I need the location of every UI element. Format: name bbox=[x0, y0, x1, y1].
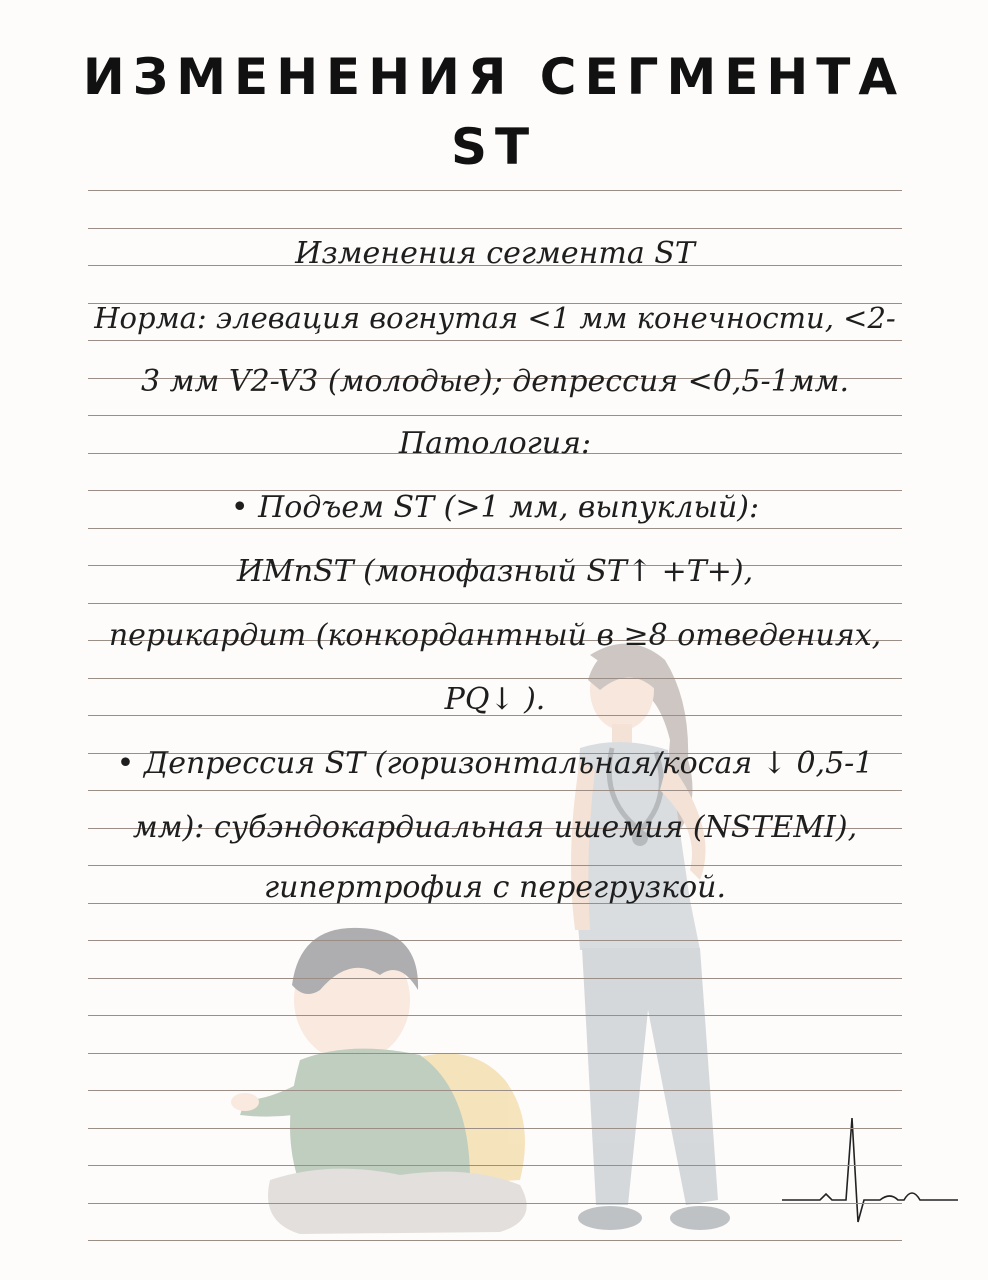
note-line: Норма: элевация вогнутая <1 мм конечности, <2- bbox=[94, 301, 896, 335]
note-line: PQ↓ ). bbox=[444, 682, 546, 717]
ruled-line bbox=[88, 940, 902, 941]
doctor-illustration bbox=[571, 644, 730, 1230]
ruled-line bbox=[88, 1240, 902, 1241]
ruled-line bbox=[88, 790, 902, 791]
note-line: 3 мм V2-V3 (молодые); депрессия <0,5-1мм. bbox=[141, 364, 849, 399]
ruled-line bbox=[88, 1165, 902, 1166]
note-line: гипертрофия с перегрузкой. bbox=[263, 870, 726, 905]
note-line: Патология: bbox=[398, 426, 592, 461]
ruled-line bbox=[88, 340, 902, 341]
ruled-line bbox=[88, 1015, 902, 1016]
ruled-line bbox=[88, 865, 902, 866]
ruled-line bbox=[88, 603, 902, 604]
note-line: • Подъем ST (>1 мм, выпуклый): bbox=[230, 490, 760, 525]
ruled-line bbox=[88, 190, 902, 191]
note-line: ИМпST (монофазный ST↑ +T+), bbox=[236, 554, 754, 589]
ruled-line bbox=[88, 1090, 902, 1091]
ruled-line bbox=[88, 415, 902, 416]
page-title-line-2: ST bbox=[450, 118, 538, 176]
note-line: перикардит (конкордантный в ≥8 отведениях, bbox=[108, 618, 882, 653]
ecg-trace-icon bbox=[782, 1118, 958, 1222]
ruled-line bbox=[88, 1053, 902, 1054]
ruled-line bbox=[88, 1203, 902, 1204]
boy-illustration bbox=[231, 928, 527, 1234]
ruled-line bbox=[88, 1128, 902, 1129]
ruled-line bbox=[88, 528, 902, 529]
note-line: мм): субэндокардиальная ишемия (NSTEMI), bbox=[132, 810, 858, 845]
note-line: • Депрессия ST (горизонтальная/косая ↓ 0,5-1 bbox=[116, 746, 874, 781]
ruled-line bbox=[88, 678, 902, 679]
ruled-line bbox=[88, 228, 902, 229]
note-line: Изменения сегмента ST bbox=[295, 236, 695, 271]
page-title bbox=[0, 42, 988, 182]
page-title-line-1: ИЗМЕНЕНИЯ СЕГМЕНТА bbox=[82, 48, 906, 106]
ruled-line bbox=[88, 978, 902, 979]
